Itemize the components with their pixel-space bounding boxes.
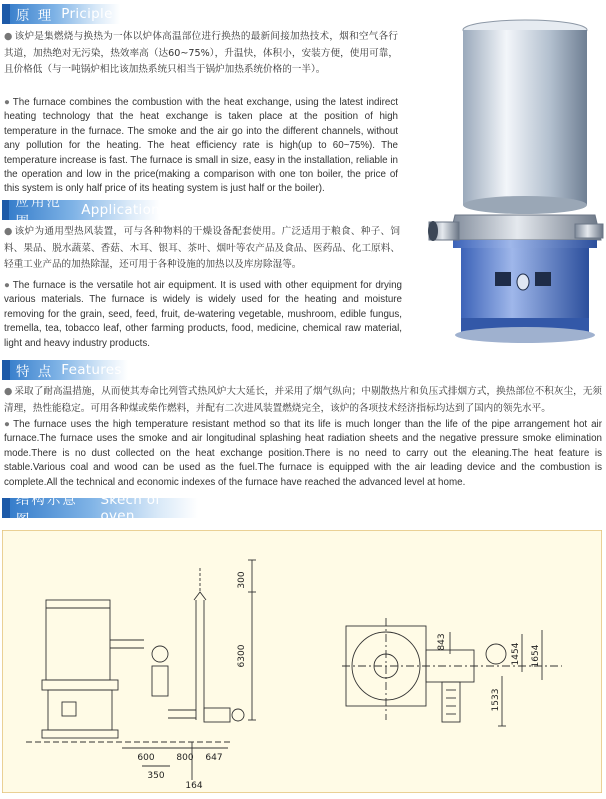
principle-heading-cn: 原 理 (16, 8, 54, 24)
application-heading-cn: 应用范围 (15, 194, 62, 230)
principle-heading-en: Priciple (61, 6, 113, 22)
principle-heading (2, 4, 120, 24)
dim-1533: 1533 (491, 688, 501, 712)
features-heading-en: Features (61, 362, 122, 378)
heading-marker (2, 4, 10, 24)
dim-800: 800 (176, 753, 194, 763)
principle-text-cn: ● 该炉是集燃烧与换热为一体以炉体高温部位进行换热的最新间接加热技术，烟和空气各行其道，加热绝对无污染，热效率高（达60~75%），升温快，体积小，安装方便，使用可靠，且价格低（与一吨锅炉相比该加热系统只相当于锅炉加热系统价格的一半）。 (4, 31, 399, 76)
application-heading-en: Application (81, 202, 160, 218)
heading-marker (2, 498, 10, 518)
features-text-en: ● The furnace uses the high temperature resistant method so that its life is much longer than the life of the pipe arrangement hot air furnace.The furnace uses the smoke and air longitudinal splashing heat radiation sheets and the negative pressure smoke elimination mode.There is no dust collected on the heat exchange position.There is no need to carry out the eleaning.The heat feature is stable.Various coal and wood can be used as the fuel.The furnace is equipped with the air leading device and the combustion is complete.All the technical and economic indexes of the furnace have reached the advanced level at home. (4, 419, 602, 488)
heading-marker (2, 360, 10, 380)
heading-marker (2, 200, 9, 220)
sketch-heading (2, 492, 198, 528)
dim-1654: 1654 (531, 644, 541, 668)
dim-164: 164 (185, 781, 203, 791)
sketch-heading-en: Skech of oven (100, 492, 161, 524)
application-heading (2, 194, 160, 230)
dim-6300: 6300 (237, 644, 247, 668)
dim-843: 843 (437, 633, 447, 651)
features-text-cn: ● 采取了耐高温措施，从而使其寿命比列管式热风炉大大延长，并采用了烟气纵向；中剔散热片和负压式排烟方式，换热部位不积灰尘，无须清理，热性能稳定。可用各种煤或柴作燃料，并配有二次进风装置燃烧完全，该炉的各项技术经济指标均达到了国内的领先水平。 (4, 386, 603, 414)
sketch-heading-cn: 结构示意图 (15, 492, 78, 528)
dim-1454: 1454 (511, 642, 521, 666)
dim-300: 300 (237, 571, 247, 589)
application-text-en: ● The furnace is the versatile hot air equipment. It is used with other equipment for drying various materials. The furnace is widely is widely used for the heating and moisture removing for the grain, seed, feed, fruit, de-watering vegetable, mushroom, edible fungus, tremella, tea, tobacco leaf, other farming products, food, medicine, chemical raw material, light and heavy industry products. (4, 280, 403, 349)
dim-647: 647 (205, 753, 223, 763)
principle-text-en: ● The furnace combines the combustion with the heat exchange, using the latest indirect heating technology that the heat exchange is taken place at the position of high temperature in the furnace. The smoke and the air go into the different channels, without any pollution for the heating. The heat efficiency rate is high(up to 60~75%). The temperature increase is fast. The furnace is small in size, easy in the installation, reliable in the operation and low in the price(making a comparison with one ton boiler, the price of this system is only half price of its heating system is just half or the boiler). (4, 97, 398, 195)
furnace-photo (425, 10, 605, 345)
features-heading-cn: 特 点 (16, 364, 54, 380)
dim-600: 600 (137, 753, 155, 763)
application-text-cn: ● 该炉为通用型热风装置，可与各种物料的干燥设备配套使用。广泛适用于粮食、种子、饲料、果品、脱水蔬菜、香菇、木耳、银耳、茶叶、烟叶等农产品及食品、医药品、化工原料、轻重工业产品的加热除湿，还可用于各种设施的加热以及库房除湿等。 (4, 226, 401, 271)
dim-350: 350 (147, 771, 165, 781)
features-heading (2, 360, 128, 380)
structure-sketch (2, 530, 602, 793)
